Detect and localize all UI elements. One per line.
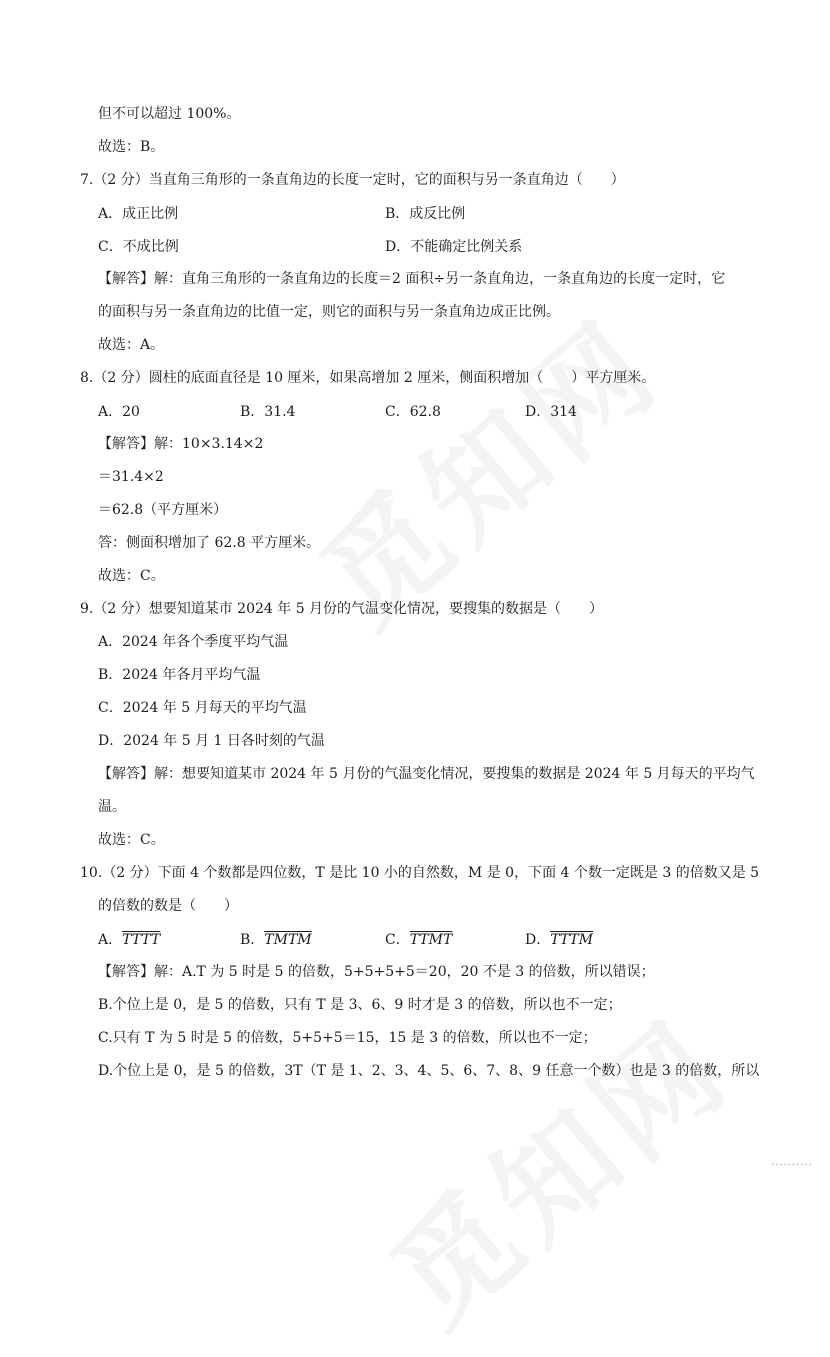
q8-answer-line-1: 【解答】解：10×3.14×2 bbox=[98, 436, 264, 452]
q10-option-b-value: TMTM bbox=[264, 932, 312, 948]
question-10-line-1: 10.（2 分）下面 4 个数都是四位数，T 是比 10 小的自然数，M 是 0，下面 4 个数一定既是 3 的倍数又是 5 bbox=[80, 865, 760, 881]
q10-option-a-value: TTTT bbox=[122, 932, 161, 948]
q8-answer-line-4: 答：侧面积增加了 62.8 平方厘米。 bbox=[98, 535, 321, 551]
q8-option-c: C．62.8 bbox=[385, 404, 441, 420]
q10-option-a-label: A． bbox=[98, 932, 123, 948]
q10-option-d bbox=[525, 929, 593, 949]
q10-option-d-label: D． bbox=[525, 932, 551, 948]
q8-choice: 故选：C。 bbox=[98, 568, 165, 584]
q10-answer-line-2: B.个位上是 0，是 5 的倍数，只有 T 是 3、6、9 时才是 3 的倍数，所以也不一定； bbox=[98, 997, 622, 1013]
q8-option-b: B．31.4 bbox=[240, 404, 296, 420]
q10-option-b bbox=[240, 929, 312, 949]
q9-answer-line-2: 温。 bbox=[98, 799, 126, 815]
q7-answer-line-2: 的面积与另一条直角边的比值一定，则它的面积与另一条直角边成正比例。 bbox=[98, 304, 560, 320]
q10-option-c-label: C． bbox=[385, 932, 410, 948]
q9-option-b: B．2024 年各月平均气温 bbox=[98, 667, 261, 683]
q7-option-a: A．成正比例 bbox=[98, 206, 179, 222]
question-8: 8.（2 分）圆柱的底面直径是 10 厘米，如果高增加 2 厘米，侧面积增加（ ）平方厘米。 bbox=[80, 370, 656, 386]
q9-option-c: C．2024 年 5 月每天的平均气温 bbox=[98, 700, 307, 716]
text-line: 故选：B。 bbox=[98, 139, 165, 155]
q10-answer-line-1: 【解答】解：A.T 为 5 时是 5 的倍数，5+5+5+5＝20，20 不是 3 的倍数，所以错误； bbox=[98, 964, 655, 980]
q9-option-a: A．2024 年各个季度平均气温 bbox=[98, 634, 289, 650]
q10-answer-line-4: D.个位上是 0，是 5 的倍数，3T（T 是 1、2、3、4、5、6、7、8、9 任意一个数）也是 3 的倍数，所以 bbox=[98, 1063, 760, 1079]
q7-option-b: B．成反比例 bbox=[385, 206, 466, 222]
footer-dots: •••••••••• bbox=[770, 1161, 812, 1169]
q9-option-d: D．2024 年 5 月 1 日各时刻的气温 bbox=[98, 733, 325, 749]
text-line: 但不可以超过 100%。 bbox=[98, 106, 241, 122]
q10-option-c bbox=[385, 929, 452, 949]
q7-option-d: D．不能确定比例关系 bbox=[385, 239, 523, 255]
q10-answer-line-3: C.只有 T 为 5 时是 5 的倍数，5+5+5＝15，15 是 3 的倍数，所以也不一定； bbox=[98, 1030, 597, 1046]
q8-answer-line-2: ＝31.4×2 bbox=[98, 469, 164, 485]
q8-option-d: D．314 bbox=[525, 404, 577, 420]
q10-option-d-value: TTTM bbox=[550, 932, 594, 948]
q10-option-a bbox=[98, 929, 160, 949]
q9-answer-line-1: 【解答】解：想要知道某市 2024 年 5 月份的气温变化情况，要搜集的数据是 2024 年 5 月每天的平均气 bbox=[98, 766, 755, 782]
q7-answer-line-1: 【解答】解：直角三角形的一条直角边的长度＝2 面积÷另一条直角边，一条直角边的长度一定时，它 bbox=[98, 271, 726, 287]
q8-option-a: A．20 bbox=[98, 404, 140, 420]
q7-option-c: C．不成比例 bbox=[98, 239, 179, 255]
question-9: 9.（2 分）想要知道某市 2024 年 5 月份的气温变化情况，要搜集的数据是（ ） bbox=[80, 601, 604, 617]
q9-choice: 故选：C。 bbox=[98, 832, 165, 848]
question-10-line-2: 的倍数的数是（ ） bbox=[98, 898, 238, 914]
q10-option-b-label: B． bbox=[240, 932, 265, 948]
q8-answer-line-3: ＝62.8（平方厘米） bbox=[98, 502, 228, 518]
q10-option-c-value: TTMT bbox=[409, 932, 453, 948]
q7-choice: 故选：A。 bbox=[98, 337, 165, 353]
question-7: 7.（2 分）当直角三角形的一条直角边的长度一定时，它的面积与另一条直角边（ ） bbox=[80, 172, 625, 188]
